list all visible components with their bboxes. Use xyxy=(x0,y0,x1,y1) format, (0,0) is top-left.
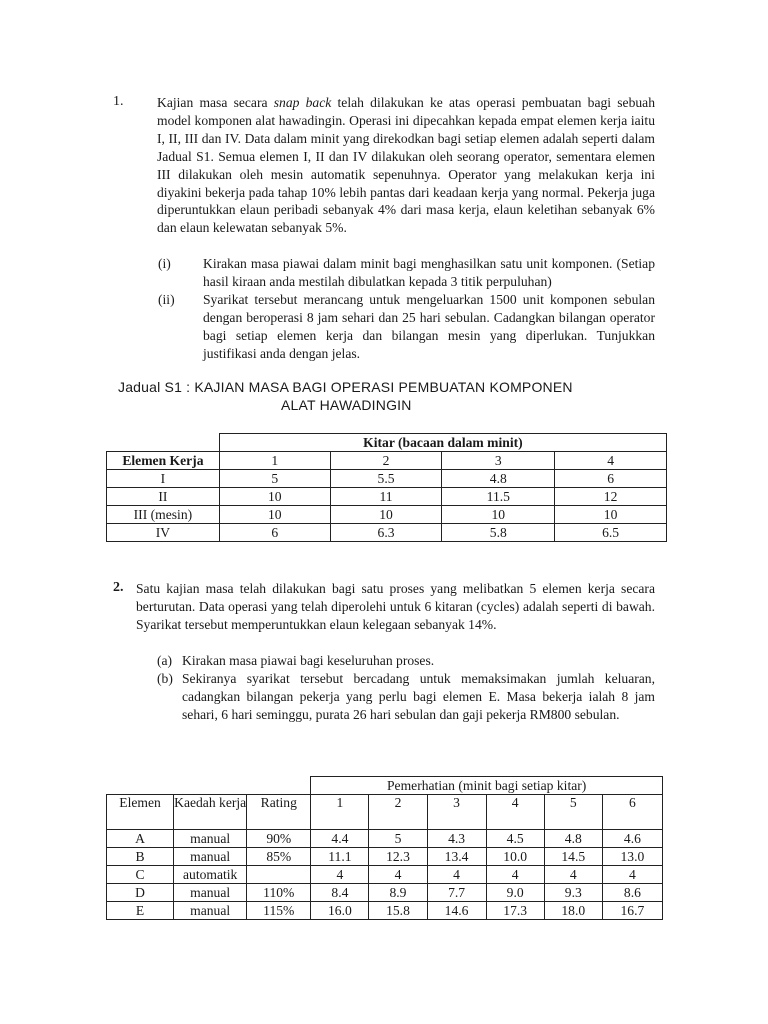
question-1-number: 1. xyxy=(113,94,124,109)
method-cell: manual xyxy=(174,830,247,848)
element-cell: II xyxy=(107,488,220,506)
element-cell: D xyxy=(107,884,174,902)
cycle-header: 4 xyxy=(486,795,544,830)
table-s1 xyxy=(106,433,667,542)
part-label: (ii) xyxy=(158,292,175,307)
value-cell: 4.3 xyxy=(427,830,486,848)
value-cell: 12 xyxy=(555,488,667,506)
table-row xyxy=(107,488,667,506)
element-column-header: Elemen Kerja xyxy=(107,452,220,470)
table-row xyxy=(107,470,667,488)
cycle-header: 2 xyxy=(369,795,427,830)
value-cell: 4 xyxy=(544,866,602,884)
element-cell: A xyxy=(107,830,174,848)
element-cell: IV xyxy=(107,524,220,542)
table-header-row xyxy=(107,452,667,470)
part-label: (a) xyxy=(157,653,173,668)
part-text: Sekiranya syarikat tersebut bercadang untuk memaksimakan jumlah keluaran, cadangkan bilangan pekerja yang perlu bagi elemen E. Masa bekerja ialah 8 jam sehari, 6 hari seminggu, purata 26 hari sebulan dan gaji pekerja RM800 sebulan. xyxy=(182,671,655,722)
value-cell: 7.7 xyxy=(427,884,486,902)
value-cell: 6.5 xyxy=(555,524,667,542)
caption-line-1: Jadual S1 : KAJIAN MASA BAGI OPERASI PEMBUATAN KOMPONEN xyxy=(118,379,573,395)
method-column-header: Kaedah kerja xyxy=(174,795,247,830)
caption-line-2: ALAT HAWADINGIN xyxy=(281,397,412,413)
rating-cell: 85% xyxy=(247,848,311,866)
part-text: Syarikat tersebut merancang untuk mengeluarkan 1500 unit komponen sebulan dengan beroperasi 8 jam sehari dan 25 hari sebulan. Cadangkan bilangan operator bagi setiap elemen kerja dan bilangan mesin yang diperlukan. Tunjukkan justifikasi anda dengan jelas. xyxy=(203,292,655,361)
value-cell: 4 xyxy=(369,866,427,884)
table-header-row xyxy=(107,434,667,452)
value-cell: 13.0 xyxy=(602,848,662,866)
cycle-header: 5 xyxy=(544,795,602,830)
value-cell: 11 xyxy=(330,488,442,506)
table-row xyxy=(107,866,663,884)
value-cell: 15.8 xyxy=(369,902,427,920)
value-cell: 10 xyxy=(219,488,330,506)
value-cell: 9.3 xyxy=(544,884,602,902)
value-cell: 14.5 xyxy=(544,848,602,866)
cycle-group-header: Kitar (bacaan dalam minit) xyxy=(219,434,666,452)
part-text: Kirakan masa piawai dalam minit bagi menghasilkan satu unit komponen. (Setiap hasil kiraan anda mestilah dibulatkan kepada 3 titik perpuluhan) xyxy=(203,256,655,289)
value-cell: 4 xyxy=(311,866,369,884)
question-1-italic-term: snap back xyxy=(273,95,332,110)
empty-cell xyxy=(107,434,220,452)
cycle-header: 4 xyxy=(555,452,667,470)
value-cell: 5 xyxy=(369,830,427,848)
method-cell: automatik xyxy=(174,866,247,884)
value-cell: 12.3 xyxy=(369,848,427,866)
value-cell: 5.5 xyxy=(330,470,442,488)
element-column-header: Elemen xyxy=(107,795,174,830)
question-1-text xyxy=(157,94,655,237)
value-cell: 18.0 xyxy=(544,902,602,920)
rating-cell: 110% xyxy=(247,884,311,902)
value-cell: 14.6 xyxy=(427,902,486,920)
observation-table xyxy=(106,776,663,920)
empty-cell xyxy=(107,777,311,795)
value-cell: 4.8 xyxy=(442,470,555,488)
value-cell: 5 xyxy=(219,470,330,488)
table-row xyxy=(107,506,667,524)
value-cell: 4.6 xyxy=(602,830,662,848)
rating-column-header: Rating xyxy=(247,795,311,830)
rating-cell: 115% xyxy=(247,902,311,920)
value-cell: 4 xyxy=(427,866,486,884)
value-cell: 10.0 xyxy=(486,848,544,866)
value-cell: 13.4 xyxy=(427,848,486,866)
cycle-header: 1 xyxy=(311,795,369,830)
element-cell: I xyxy=(107,470,220,488)
value-cell: 4 xyxy=(486,866,544,884)
value-cell: 6.3 xyxy=(330,524,442,542)
value-cell: 4.4 xyxy=(311,830,369,848)
table-1-caption xyxy=(118,378,573,414)
value-cell: 10 xyxy=(330,506,442,524)
table-row xyxy=(107,848,663,866)
cycle-header: 2 xyxy=(330,452,442,470)
element-cell: B xyxy=(107,848,174,866)
value-cell: 6 xyxy=(555,470,667,488)
method-cell: manual xyxy=(174,848,247,866)
table-row xyxy=(107,830,663,848)
value-cell: 4 xyxy=(602,866,662,884)
value-cell: 6 xyxy=(219,524,330,542)
question-2-text: Satu kajian masa telah dilakukan bagi satu proses yang melibatkan 5 elemen kerja secara berturutan. Data operasi yang telah diperolehi untuk 6 kitaran (cycles) adalah seperti di bawah. Syarikat tersebut memperuntukkan elaun kelegaan sebanyak 14%. xyxy=(136,581,655,632)
value-cell: 10 xyxy=(219,506,330,524)
part-label: (i) xyxy=(158,256,171,271)
method-cell: manual xyxy=(174,884,247,902)
value-cell: 4.8 xyxy=(544,830,602,848)
table-row xyxy=(107,884,663,902)
value-cell: 16.0 xyxy=(311,902,369,920)
element-cell: C xyxy=(107,866,174,884)
table-row xyxy=(107,524,667,542)
value-cell: 9.0 xyxy=(486,884,544,902)
part-text: Kirakan masa piawai bagi keseluruhan proses. xyxy=(182,653,435,668)
cycle-header: 1 xyxy=(219,452,330,470)
element-cell: III (mesin) xyxy=(107,506,220,524)
question-1-text-rest: telah dilakukan ke atas operasi pembuatan bagi sebuah model komponen alat hawadingin. Operasi ini dipecahkan kepada empat elemen kerja iaitu I, II, III dan IV. Data dalam minit yang direkodkan bagi setiap elemen adalah seperti dalam Jadual S1. Semua elemen I, II dan IV dilakukan oleh seorang operator, sementara elemen III dilakukan oleh mesin automatik sepenuhnya. Operator yang melakukan kerja ini diyakini bekerja pada tahap 10% lebih pantas dari keadaan kerja yang normal. Pekerja juga diperuntukkan elaun peribadi sebanyak 4% dari masa kerja, elaun keletihan sebanyak 6% dan elaun kelewatan sebanyak 5%. xyxy=(157,95,656,236)
table-header-row xyxy=(107,795,663,830)
value-cell: 16.7 xyxy=(602,902,662,920)
rating-cell: 90% xyxy=(247,830,311,848)
value-cell: 11.1 xyxy=(311,848,369,866)
value-cell: 8.4 xyxy=(311,884,369,902)
element-cell: E xyxy=(107,902,174,920)
value-cell: 8.6 xyxy=(602,884,662,902)
table-header-row xyxy=(107,777,663,795)
cycle-header: 6 xyxy=(602,795,662,830)
table-row xyxy=(107,902,663,920)
rating-cell xyxy=(247,866,311,884)
value-cell: 8.9 xyxy=(369,884,427,902)
observation-group-header: Pemerhatian (minit bagi setiap kitar) xyxy=(311,777,663,795)
question-2-number: 2. xyxy=(113,580,124,595)
value-cell: 5.8 xyxy=(442,524,555,542)
value-cell: 4.5 xyxy=(486,830,544,848)
value-cell: 11.5 xyxy=(442,488,555,506)
cycle-header: 3 xyxy=(442,452,555,470)
cycle-header: 3 xyxy=(427,795,486,830)
value-cell: 10 xyxy=(555,506,667,524)
question-1-text-start: Kajian masa secara xyxy=(157,95,274,110)
value-cell: 17.3 xyxy=(486,902,544,920)
value-cell: 10 xyxy=(442,506,555,524)
method-cell: manual xyxy=(174,902,247,920)
part-label: (b) xyxy=(157,671,173,686)
